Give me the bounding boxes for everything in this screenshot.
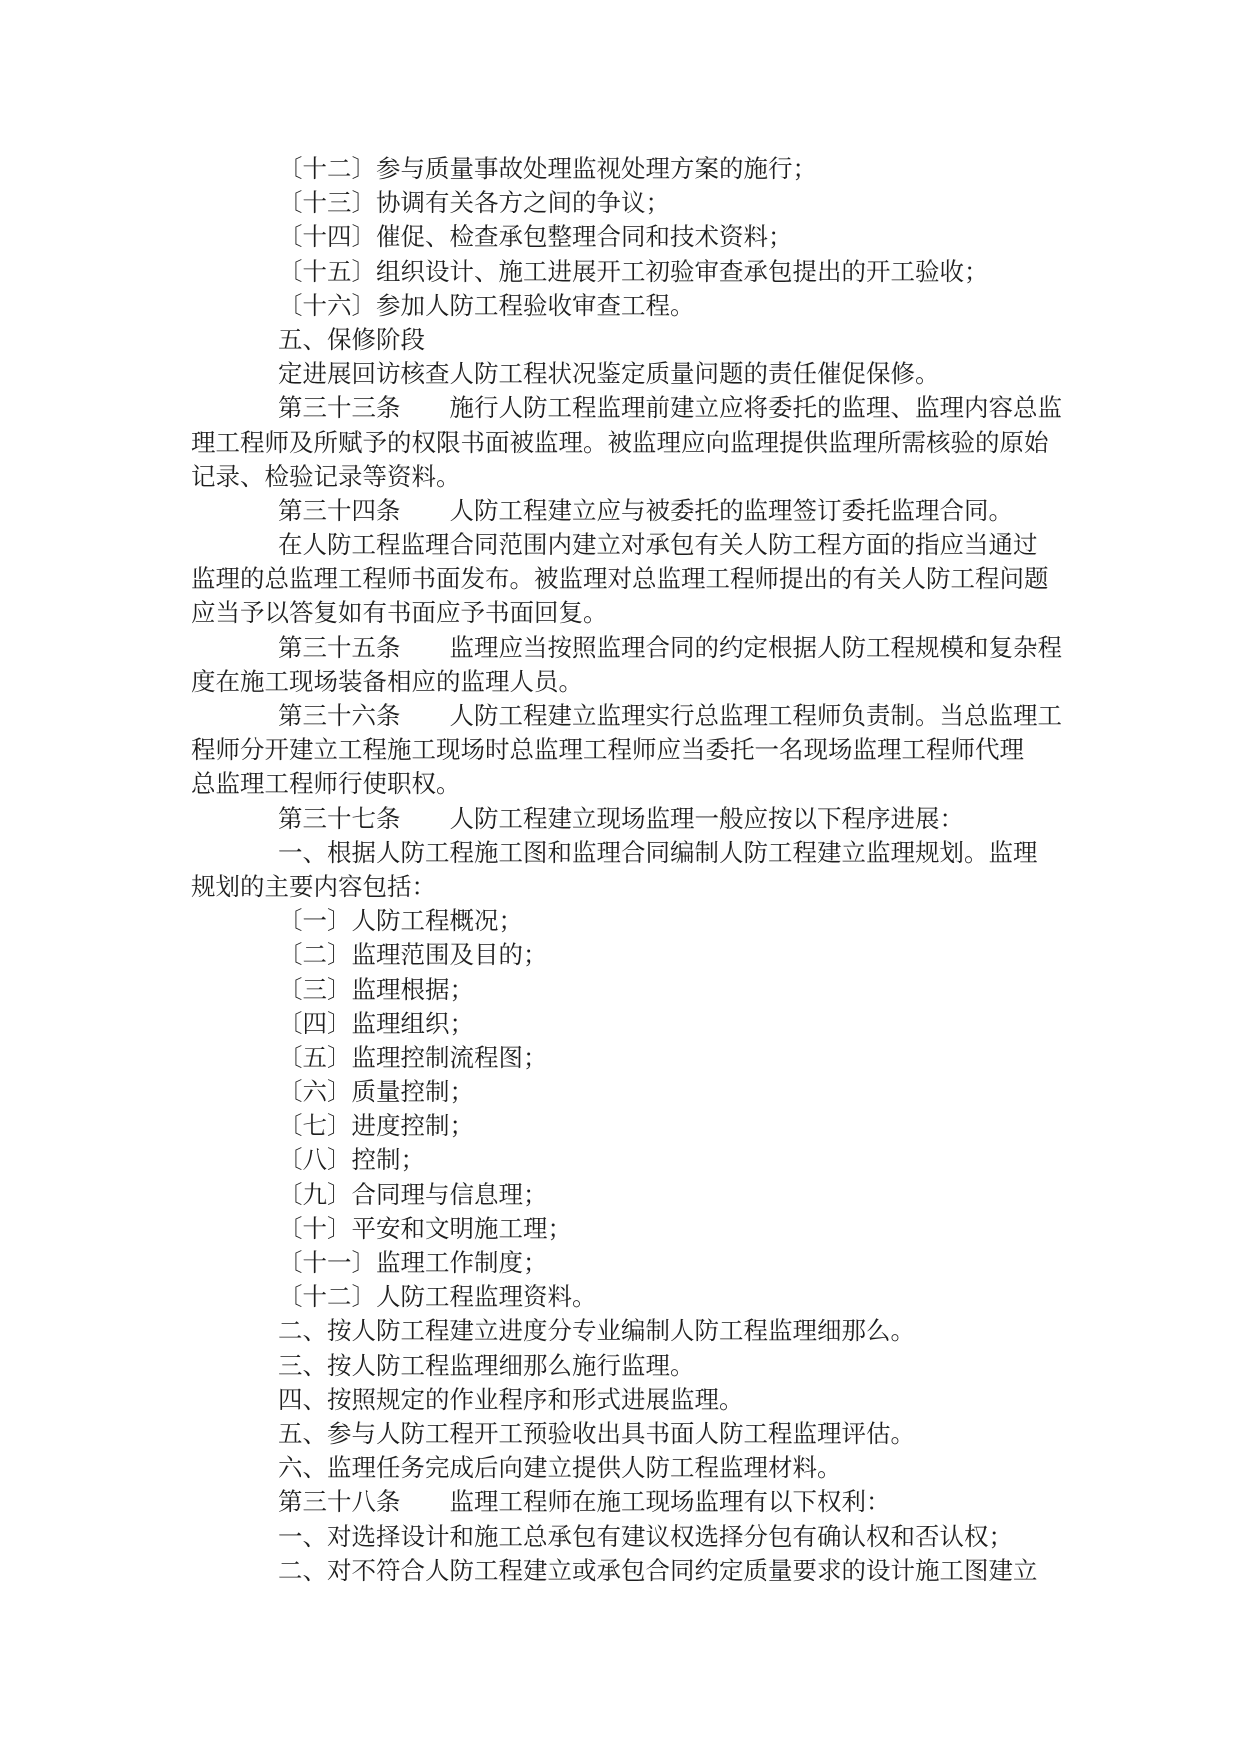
article-34-paragraph	[191, 494, 1071, 528]
text-line: 二、按人防工程建立进度分专业编制人防工程监理细那么。	[278, 1316, 915, 1346]
article-36-paragraph	[191, 699, 1071, 802]
list-item-paragraph	[191, 289, 1071, 323]
list-item-paragraph	[191, 1007, 1071, 1041]
list-item-paragraph	[191, 973, 1071, 1007]
text-line: 一、对选择设计和施工总承包有建议权选择分包有确认权和否认权；	[278, 1521, 1013, 1551]
text-line: 〔四〕监理组织；	[278, 1008, 474, 1038]
list-item-paragraph	[191, 1451, 1071, 1485]
text-line: 〔十三〕协调有关各方之间的争议；	[278, 188, 670, 218]
paragraph	[191, 836, 1071, 904]
list-item-paragraph	[191, 186, 1071, 220]
text-line: 在人防工程监理合同范围内建立对承包有关人防工程方面的指应当通过	[278, 530, 1038, 560]
text-line: 〔十〕平安和文明施工理；	[278, 1213, 572, 1243]
list-item-paragraph	[191, 1383, 1071, 1417]
list-item-paragraph	[191, 1041, 1071, 1075]
text-line: 〔二〕监理范围及目的；	[278, 940, 548, 970]
text-line: 〔六〕质量控制；	[278, 1077, 474, 1107]
paragraph	[191, 357, 1071, 391]
article-33-paragraph	[191, 391, 1071, 494]
list-item-paragraph	[191, 904, 1071, 938]
list-item-paragraph	[191, 1520, 1071, 1554]
section-heading	[191, 323, 1071, 357]
text-line: 六、监理任务完成后向建立提供人防工程监理材料。	[278, 1453, 842, 1483]
text-line: 〔十五〕组织设计、施工进展开工初验审查承包提出的开工验收；	[278, 256, 989, 286]
text-line: 应当予以答复如有书面应予书面回复。	[191, 598, 608, 628]
text-line: 〔五〕监理控制流程图；	[278, 1042, 548, 1072]
list-item-paragraph	[191, 1143, 1071, 1177]
text-line: 总监理工程师行使职权。	[191, 769, 461, 799]
text-line: 程师分开建立工程施工现场时总监理工程师应当委托一名现场监理工程师代理	[191, 735, 1024, 765]
text-line: 三、按人防工程监理细那么施行监理。	[278, 1350, 695, 1380]
text-line: 第三十四条 人防工程建立应与被委托的监理签订委托监理合同。	[278, 495, 1013, 525]
article-35-paragraph	[191, 631, 1071, 699]
list-item-paragraph	[191, 938, 1071, 972]
text-line: 〔十二〕人防工程监理资料。	[278, 1282, 597, 1312]
text-line: 定进展回访核查人防工程状况鉴定质量问题的责任催促保修。	[278, 359, 940, 389]
list-item-paragraph	[191, 1349, 1071, 1383]
text-line: 〔一〕人防工程概况；	[278, 906, 523, 936]
text-line: 第三十五条 监理应当按照监理合同的约定根据人防工程规模和复杂程	[278, 632, 1062, 662]
paragraph	[191, 528, 1071, 631]
text-line: 一、根据人防工程施工图和监理合同编制人防工程建立监理规划。监理	[278, 837, 1038, 867]
list-item-paragraph	[191, 1178, 1071, 1212]
text-line: 度在施工现场装备相应的监理人员。	[191, 666, 583, 696]
document-body	[191, 152, 1071, 1588]
text-line: 五、参与人防工程开工预验收出具书面人防工程监理评估。	[278, 1418, 915, 1448]
text-line: 〔十二〕参与质量事故处理监视处理方案的施行；	[278, 154, 817, 183]
text-line: 〔三〕监理根据；	[278, 974, 474, 1004]
list-item-paragraph	[191, 1075, 1071, 1109]
list-item-paragraph	[191, 255, 1071, 289]
text-line: 第三十三条 施行人防工程监理前建立应将委托的监理、监理内容总监	[278, 393, 1062, 423]
text-line: 五、保修阶段	[278, 324, 425, 354]
list-item-paragraph	[191, 220, 1071, 254]
text-line: 规划的主要内容包括：	[191, 871, 436, 901]
list-item-paragraph	[191, 1314, 1071, 1348]
text-line: 四、按照规定的作业程序和形式进展监理。	[278, 1384, 744, 1414]
text-line: 〔八〕控制；	[278, 1145, 425, 1175]
list-item-paragraph	[191, 1212, 1071, 1246]
text-line: 二、对不符合人防工程建立或承包合同约定质量要求的设计施工图建立	[278, 1555, 1038, 1585]
text-line: 〔九〕合同理与信息理；	[278, 1179, 548, 1209]
list-item-paragraph	[191, 1417, 1071, 1451]
text-line: 〔十六〕参加人防工程验收审查工程。	[278, 290, 695, 320]
text-line: 第三十七条 人防工程建立现场监理一般应按以下程序进展：	[278, 803, 964, 833]
text-line: 第三十六条 人防工程建立监理实行总监理工程师负责制。当总监理工	[278, 701, 1062, 730]
text-line: 理工程师及所赋予的权限书面被监理。被监理应向监理提供监理所需核验的原始	[191, 427, 1049, 457]
list-item-paragraph	[191, 1109, 1071, 1143]
text-line: 〔十四〕催促、检查承包整理合同和技术资料；	[278, 222, 793, 252]
article-37-paragraph	[191, 802, 1071, 836]
text-line: 记录、检验记录等资料。	[191, 461, 461, 491]
text-line: 监理的总监理工程师书面发布。被监理对总监理工程师提出的有关人防工程问题	[191, 564, 1049, 594]
text-line: 〔七〕进度控制；	[278, 1111, 474, 1141]
list-item-paragraph	[191, 1280, 1071, 1314]
list-item-paragraph	[191, 1554, 1071, 1588]
text-line: 第三十八条 监理工程师在施工现场监理有以下权利：	[278, 1487, 891, 1517]
article-38-paragraph	[191, 1485, 1071, 1519]
text-line: 〔十一〕监理工作制度；	[278, 1248, 548, 1277]
list-item-paragraph	[191, 1246, 1071, 1280]
list-item-paragraph	[191, 152, 1071, 186]
